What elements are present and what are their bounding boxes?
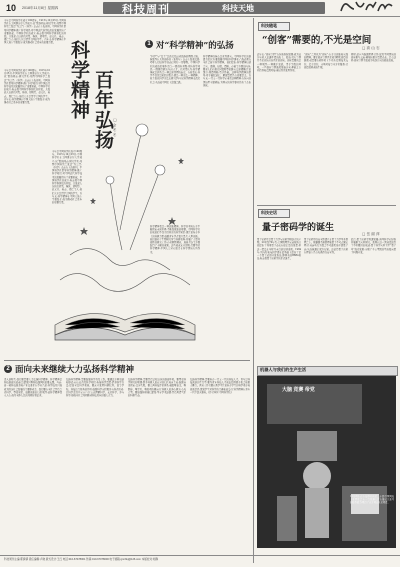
section-1-col-3: 科学精神也是一种创新精神。科学的本质在于不断探索未知世界,不断发现新的规律。中国科学社的成员们不仅引进西方的科学知识,更注重培养本土的科研力量,鼓励青年学者独立思考,大胆创新。他们创办了生物研究所等科研机构,开展了大量开创性的研究工作,在动植物调查、地质考察等方面取得了丰硕的成果。这些成就充分说明,只要坚持科学精神,中国人完全有能力在科学领域有所作为。 xyxy=(150,225,200,254)
article-byline: □ 余 冬 冬 xyxy=(113,118,117,137)
section-1-number: 1 xyxy=(145,40,153,48)
issue-date: 2018年11月8日 星期四 xyxy=(22,6,59,10)
section-1-col-1: “科学”与“民主”是新文化运动高扬的两面大旗。陈独秀在其所创办的《新青年》杂志上发表文章,呼吁人们以科学的态度对待一切事物。中国科学社的成员们身体力行,一面创办刊物,宣传科学知识,一面组织研究,培养人才。任鸿隽认为,科学精神就是求真,是一种追求真理的态度。在他看来,科学不仅仅是知识的集合,更是一种方法,一种精神。他主张以科学方法来研究学问,以科学精神来改造社会,从而使中国走上富强之路。 xyxy=(150,55,200,84)
section-2-col-1: 进入新时代,我们更需要大力弘扬科学精神。科学精神是科技创新的灵魂,是建设世界科技强国的重要支撑。当前,新一轮科技革命和产业变革正在孕育兴起,科学技术日益成为经济社会发展的主要驱动力。我们要在全社会营造崇尚科学、尊重知识、鼓励创新的良好氛围,使科学精神深入人心,成为全体人民的共同价值追求。 xyxy=(4,378,62,398)
page-number: 10 xyxy=(6,3,17,13)
footer-info: 科技周刊主编:郭倩倩 责任编辑:卢晓 版式设计:王红 电话:010-67078001 传真:010-67078000 电子邮箱:gmrbkj@126.com 本版校对:刘静 xyxy=(4,558,158,561)
essay-2-title: 量子密码学的诞生 xyxy=(262,223,335,233)
tag-label-1: 科技随笔 xyxy=(261,22,277,28)
section-2-rule xyxy=(4,360,250,361)
intro-text-left: 今年是中国科学社成立100周年。1915年10月25日,中国科学社在美国康奈尔大学成立,以“联络同志,研究学术,共图中国科学之发达”为宗旨,《科学》杂志在上海创刊。中国科学社倡导科学精神,推广科学知识,对中国近代科学技术的发展作出了重要贡献。中国科学社的成立,标志着中国科学体制化的开端。其发起人包括任鸿隽、杨铨、胡明复、赵元任、秉志、周仁等人,他们大多是留学美国的学生。百年来,科学精神在中国大地上生根发芽,成为推动社会进步的重要力量。 xyxy=(4,69,50,105)
essay-1-col-3: 同时,还应当鼓励跨界合作,促进不同领域的创客相互交流,碰撞出更多思想火花。只有这样,创客空间才能成为名副其实的创新高地。 xyxy=(351,53,396,63)
section-2-col-4: 弘扬科学精神,需要培养一代又一代的科技人才。青年是科技创新的生力军,要为青年科技人才成长提供更多机会和更大舞台。教育工作者要在教学中注重培养学生的科学素养和创新意识,激发学生对科学的兴趣和热爱,让科学精神在青年一代中薪火相传。(作者单位:中国科学院) xyxy=(190,378,250,394)
section-2-col-2: 弘扬科学精神,需要加强科学普及工作。要通过多种渠道和形式,向公众普及科学知识,传播科学思想,倡导科学方法,提高全民科学素质。要充分发挥科研院所、高等学校、科技馆等机构的作用,鼓励科学家积极参与科普活动,让科学走进千家万户,让公众理解科学、支持科学、参与科学,形成全社会共同推动科技进步的强大合力。 xyxy=(66,378,124,398)
article-title-part-a: 科学精神 xyxy=(68,40,90,120)
essay-2-byline: □ 岳 丽 萍 xyxy=(362,232,380,236)
intro-text-left-2: 今年是中国科学社成立100周年。1915年10月25日,中国科学社在美国康奈尔大学成立,以“联络同志,研究学术,共图中国科学之发达”为宗旨,《科学》杂志在上海创刊。中国科学社倡导科学精神,推广科学知识,对中国近代科学技术的发展作出了重要贡献。中国科学社的成立,标志着中国科学体制化的开端。其发起人包括任鸿隽、杨铨、胡明复、赵元任、秉志、周仁等人,他们大多是留学美国的学生。百年来,科学精神在中国大地上生根发芽,成为推动社会进步的重要力量。 xyxy=(52,150,82,205)
section-subtitle: 科技天地 xyxy=(222,4,254,13)
footer-rule xyxy=(0,555,400,556)
essay-1-col-1: 近年来,“创客空间”在各地纷纷涌现,成为众多年轻人追逐梦想的热土。然而,仅有空间并不足以培养出真正的创客。创客需要的是一种氛围,一种敢于尝试、勇于失败的环境。一些创客空间虽然设施齐全,却缺乏专业指导和资源对接,难以真正发挥作用。 xyxy=(257,53,301,73)
section-2-title: 面向未来继续大力弘扬科学精神 xyxy=(15,365,135,375)
section-2-col-3: 弘扬科学精神,需要营造宽松包容的创新环境。要尊重科学研究的规律,给予科研人员充分的信任和自主权,鼓励自由探索,宽容失败。要完善科技评价体系,破除唯论文、唯职称、唯学历、唯奖项的倾向,让科研人员潜心研究,心无旁骛。要加强科研诚信建设,坚守学术道德,营造风清气正的科研生态。 xyxy=(128,378,186,398)
essay-2-col-2: 量子密码学的安全性建立在量子力学基本原理之上。根据测不准原理和量子不可克隆定理,任何窃听行为都会不可避免地干扰量子态,从而被通信双方察觉。这使得量子密码在理论上具有无条件的安全性。 xyxy=(304,238,348,254)
photo-sign-text: 大脑 竞赛 帝党 xyxy=(282,387,315,393)
essay-1-title: “创客”需要的,不光是空间 xyxy=(262,35,372,46)
section-1-col-2: 科学精神的核心是求真务实。中国科学社的创建者们认为,要发展中国的科学事业,首先必须在全社会树立科学精神。他们提出,科学精神包括崇实、贵确、察微、慎断、存疑等方面的内容,要求人们在研究问题时尊重事实,追求精确,注重细节,谨慎判断,勇于怀疑。这种科学精神的倡导,对于破除迷信、解放思想具有重要意义。百年来,一代又一代科学家秉承这种精神,在各自的领域里辛勤耕耘,为国家的科学事业作出了杰出贡献。 xyxy=(203,55,251,87)
essay-2-rule xyxy=(257,205,396,206)
section-1-title: 对“科学精神”的弘扬 xyxy=(156,41,234,51)
essay-2-col-1: 量子密码学是量子力学与密码学相结合的产物。20世纪70年代,美国物理学家威斯纳首先提出了利用量子态来存储信息的设想,但这一想法在当时并未引起足够重视。1984年,贝内特和布拉萨德在此基础上提出了第一个量子密钥分发协议,即著名的BB84协议,标志着量子密码学的正式诞生。 xyxy=(257,238,301,261)
photo-caption: 11月8日,在上海举办的第二十届中国国际工业博览会上,一台机器人正在展示其灵巧的操作能力,吸引了众多观众驻足观看。 xyxy=(350,495,394,505)
column-divider xyxy=(253,18,254,563)
intro-text-top: 今年是中国科学社成立100周年。1915年10月25日,中国科学社在美国康奈尔大学成立,以“联络同志,研究学术,共图中国科学之发达”为宗旨,《科学》杂志在上海创刊。中国科学社倡导科学精神,推广科学知识,对中国近代科学技术的发展作出了重要贡献。中国科学社的成立,标志着中国科学体制化的开端。其发起人包括任鸿隽、杨铨、胡明复、赵元任、秉志、周仁等人,他们大多是留学美国的学生。百年来,科学精神在中国大地上生根发芽,成为推动社会进步的重要力量。 xyxy=(4,19,66,45)
logo-calligraphy-icon xyxy=(338,0,394,15)
essay-2-col-3: 此后,量子密码学迅速发展,各国科学家纷纷开展相关实验研究。我国在这一领域也取得了举世瞩目的成就,量子科学实验卫星“墨子号”成功发射,实现了千公里级的星地双向量子纠缠分发。 xyxy=(351,238,396,254)
tag-label-2: 科技史话 xyxy=(261,209,277,215)
essay-1-byline: □ 高 山 石 xyxy=(362,46,380,50)
header-rule xyxy=(0,16,400,17)
section-title: 科技周刊 xyxy=(122,4,170,16)
photo-header: 机器人与我们的生产生活 xyxy=(260,366,307,372)
section-2-number: 2 xyxy=(4,365,12,373)
essay-1-col-2: “创客”之所以为“创客”,在于其创新和实践的精神。要让创客空间真正成为孵化创意的摇篮,就需要在软环境上下功夫,提供技术支持、资金扶持、市场对接等全方位服务,让创意能够落地生根。 xyxy=(304,53,348,69)
article-title-part-b: 百年弘扬 xyxy=(92,70,114,150)
